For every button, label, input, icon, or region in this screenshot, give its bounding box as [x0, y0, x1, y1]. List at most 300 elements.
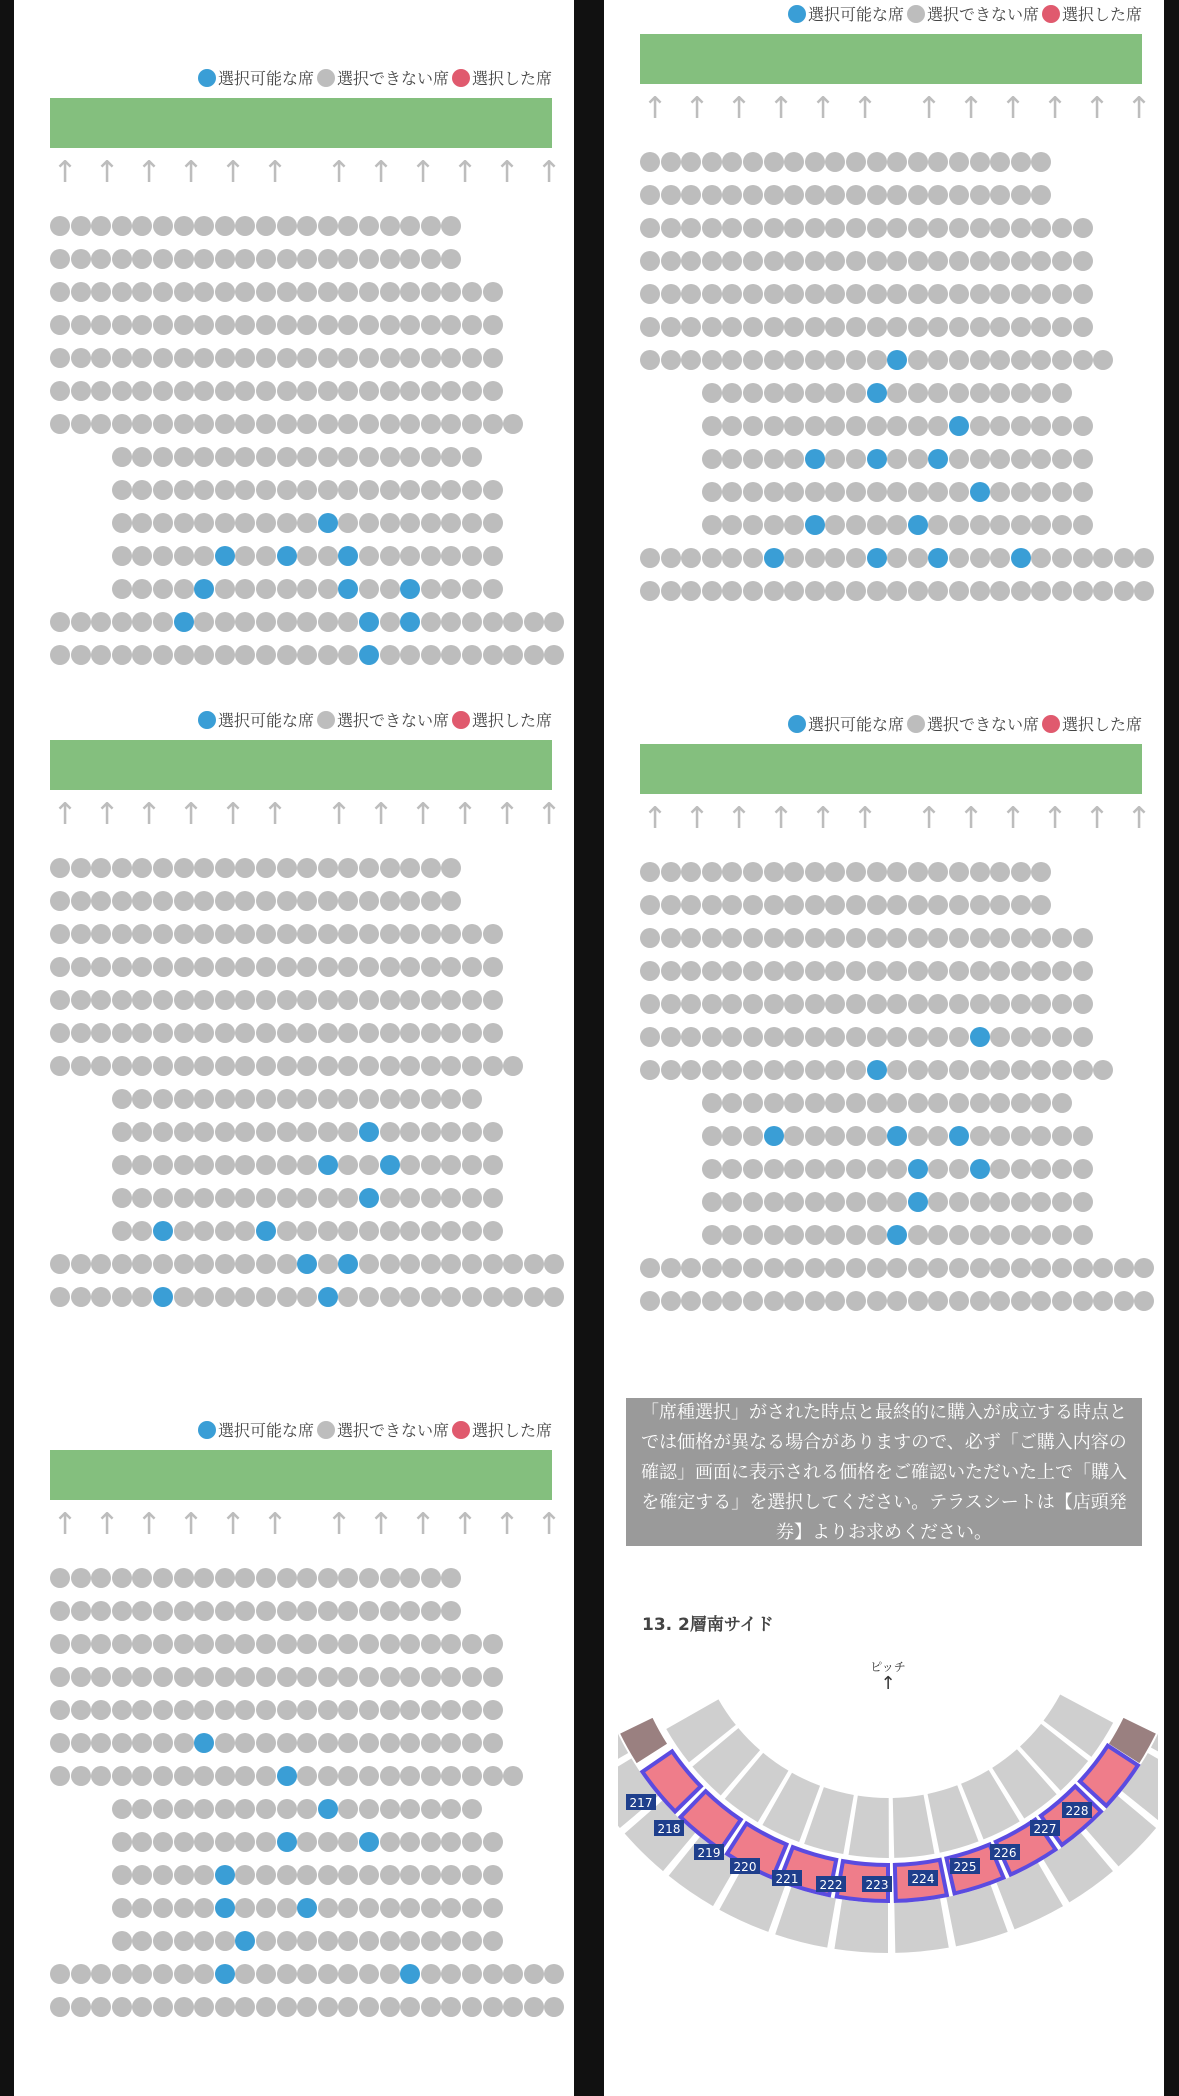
unavailable-seat — [174, 1155, 194, 1175]
available-seat[interactable] — [277, 546, 297, 566]
available-seat[interactable] — [908, 1192, 928, 1212]
unavailable-seat — [764, 1225, 784, 1245]
available-seat[interactable] — [400, 612, 420, 632]
unavailable-seat — [441, 546, 461, 566]
available-seat[interactable] — [887, 1225, 907, 1245]
available-seat[interactable] — [215, 546, 235, 566]
available-seat[interactable] — [867, 1060, 887, 1080]
available-seat[interactable] — [970, 1027, 990, 1047]
legend-item-selected — [452, 66, 552, 89]
unavailable-seat — [359, 1056, 379, 1076]
unavailable-seat — [215, 612, 235, 632]
unavailable-seat — [174, 414, 194, 434]
available-seat[interactable] — [338, 546, 358, 566]
unavailable-seat — [846, 961, 866, 981]
unavailable-seat — [887, 548, 907, 568]
unavailable-seat — [421, 957, 441, 977]
up-arrow-icon: ↑ — [684, 91, 710, 126]
available-seat[interactable] — [928, 548, 948, 568]
available-seat[interactable] — [867, 548, 887, 568]
available-seat[interactable] — [359, 1188, 379, 1208]
unavailable-seat — [743, 218, 763, 238]
unavailable-seat — [661, 1291, 681, 1311]
up-arrow-icon: ↑ — [368, 155, 394, 190]
unavailable-seat — [153, 1089, 173, 1109]
unavailable-seat — [483, 1287, 503, 1307]
unavailable-seat — [928, 317, 948, 337]
unavailable-seat — [867, 961, 887, 981]
available-seat[interactable] — [970, 482, 990, 502]
available-seat[interactable] — [908, 515, 928, 535]
unavailable-seat — [132, 216, 152, 236]
unavailable-seat — [50, 858, 70, 878]
available-seat[interactable] — [277, 1832, 297, 1852]
unavailable-seat — [928, 581, 948, 601]
unavailable-seat — [380, 546, 400, 566]
unavailable-seat — [256, 348, 276, 368]
unavailable-seat — [235, 579, 255, 599]
available-seat[interactable] — [805, 449, 825, 469]
unavailable-seat — [215, 891, 235, 911]
up-arrow-icon: ↑ — [220, 1507, 246, 1542]
unavailable-seat — [235, 1122, 255, 1142]
unavailable-seat — [970, 862, 990, 882]
unavailable-seat — [846, 152, 866, 172]
unavailable-seat — [297, 216, 317, 236]
unavailable-seat — [174, 1766, 194, 1786]
unavailable-seat — [722, 928, 742, 948]
unavailable-seat — [256, 1931, 276, 1951]
available-seat[interactable] — [318, 1155, 338, 1175]
unavailable-seat — [380, 1023, 400, 1043]
unavailable-seat — [928, 1027, 948, 1047]
unavailable-seat — [153, 1056, 173, 1076]
legend-item-available — [198, 66, 314, 89]
unavailable-seat — [908, 1225, 928, 1245]
unavailable-seat — [297, 1221, 317, 1241]
unavailable-seat — [867, 1291, 887, 1311]
block-label-217: 217 — [629, 1796, 653, 1810]
unavailable-seat — [441, 216, 461, 236]
unavailable-seat — [908, 1126, 928, 1146]
unavailable-seat — [153, 1188, 173, 1208]
legend-label-unavailable: 選択できない席 — [926, 5, 1039, 24]
available-seat[interactable] — [338, 1254, 358, 1274]
unavailable-seat — [702, 383, 722, 403]
unavailable-seat — [990, 1291, 1010, 1311]
unavailable-seat — [194, 1221, 214, 1241]
unavailable-seat — [661, 1060, 681, 1080]
unavailable-seat — [318, 1733, 338, 1753]
legend-label-unavailable: 選択できない席 — [336, 711, 449, 730]
unavailable-seat — [338, 315, 358, 335]
unavailable-seat — [743, 961, 763, 981]
available-seat[interactable] — [174, 612, 194, 632]
unavailable-seat — [462, 1964, 482, 1984]
available-seat[interactable] — [153, 1221, 173, 1241]
unavailable-seat — [400, 1700, 420, 1720]
unavailable-seat — [380, 249, 400, 269]
unavailable-seat — [235, 612, 255, 632]
unavailable-seat — [380, 1799, 400, 1819]
unavailable-seat — [71, 1634, 91, 1654]
legend-item-selected — [1042, 2, 1142, 25]
unavailable-seat — [1052, 1060, 1072, 1080]
unavailable-seat — [71, 1733, 91, 1753]
unavailable-seat — [50, 216, 70, 236]
unavailable-seat — [1031, 961, 1051, 981]
unavailable-seat — [112, 1700, 132, 1720]
unavailable-seat — [338, 447, 358, 467]
unavailable-seat — [441, 858, 461, 878]
unavailable-seat — [928, 862, 948, 882]
unavailable-seat — [91, 414, 111, 434]
unavailable-seat — [990, 284, 1010, 304]
unavailable-seat — [421, 513, 441, 533]
unavailable-seat — [277, 1122, 297, 1142]
legend-label-selected: 選択した席 — [471, 1421, 552, 1440]
unavailable-seat — [640, 1027, 660, 1047]
unavailable-seat — [1073, 515, 1093, 535]
unavailable-seat — [297, 1089, 317, 1109]
available-seat[interactable] — [277, 1766, 297, 1786]
unavailable-seat — [503, 1997, 523, 2017]
unavailable-seat — [359, 1221, 379, 1241]
unavailable-seat — [441, 1089, 461, 1109]
legend-label-available: 選択可能な席 — [807, 5, 904, 24]
unavailable-seat — [132, 1122, 152, 1142]
unavailable-seat — [421, 1766, 441, 1786]
unavailable-seat — [277, 282, 297, 302]
unavailable-seat — [1093, 581, 1113, 601]
unavailable-seat — [235, 1766, 255, 1786]
unavailable-seat — [50, 282, 70, 302]
legend-label-unavailable: 選択できない席 — [336, 1421, 449, 1440]
unavailable-seat — [71, 1766, 91, 1786]
unavailable-seat — [50, 249, 70, 269]
unavailable-seat — [1011, 581, 1031, 601]
available-seat[interactable] — [318, 513, 338, 533]
unavailable-seat — [1134, 1291, 1154, 1311]
unavailable-seat — [462, 1865, 482, 1885]
unavailable-seat — [1031, 1192, 1051, 1212]
available-seat[interactable] — [297, 1898, 317, 1918]
unavailable-seat — [743, 1126, 763, 1146]
unavailable-seat — [462, 1700, 482, 1720]
unavailable-seat — [483, 1188, 503, 1208]
unavailable-seat — [908, 185, 928, 205]
unavailable-seat — [153, 1254, 173, 1274]
unavailable-seat — [441, 1221, 461, 1241]
unavailable-seat — [215, 1634, 235, 1654]
unavailable-seat — [338, 645, 358, 665]
unavailable-seat — [297, 1799, 317, 1819]
unavailable-seat — [743, 548, 763, 568]
unavailable-seat — [359, 1568, 379, 1588]
available-seat[interactable] — [908, 1159, 928, 1179]
available-seat[interactable] — [949, 416, 969, 436]
unavailable-seat — [215, 513, 235, 533]
available-seat[interactable] — [297, 1254, 317, 1274]
unavailable-seat — [338, 249, 358, 269]
unavailable-seat — [764, 581, 784, 601]
unavailable-seat — [928, 1060, 948, 1080]
unavailable-seat — [1011, 1126, 1031, 1146]
available-seat[interactable] — [318, 1287, 338, 1307]
unavailable-seat — [441, 957, 461, 977]
unavailable-seat — [908, 548, 928, 568]
unavailable-seat — [380, 579, 400, 599]
available-seat[interactable] — [359, 1122, 379, 1142]
unavailable-seat — [462, 513, 482, 533]
unavailable-seat — [71, 414, 91, 434]
available-seat[interactable] — [235, 1931, 255, 1951]
unavailable-seat — [235, 513, 255, 533]
unavailable-seat — [483, 612, 503, 632]
unavailable-seat — [702, 1060, 722, 1080]
unavailable-seat — [215, 480, 235, 500]
unavailable-seat — [297, 1023, 317, 1043]
unavailable-seat — [297, 1931, 317, 1951]
unavailable-seat — [112, 1023, 132, 1043]
unavailable-seat — [1052, 1159, 1072, 1179]
unavailable-seat — [1073, 1291, 1093, 1311]
available-seat[interactable] — [359, 612, 379, 632]
unavailable-seat — [1073, 218, 1093, 238]
unavailable-seat — [949, 961, 969, 981]
unavailable-seat — [277, 1700, 297, 1720]
unavailable-seat — [990, 383, 1010, 403]
unavailable-seat — [91, 1733, 111, 1753]
unavailable-seat — [908, 1027, 928, 1047]
unavailable-seat — [1073, 548, 1093, 568]
unavailable-seat — [970, 1291, 990, 1311]
lower-tier-block — [894, 1898, 948, 1952]
notice-line: を確定する」を選択してください。テラスシートは【店頭発 — [641, 1492, 1127, 1513]
unavailable-seat — [153, 1931, 173, 1951]
unavailable-seat — [441, 480, 461, 500]
available-seat[interactable] — [400, 1964, 420, 1984]
unavailable-seat — [112, 1089, 132, 1109]
unavailable-seat — [1011, 218, 1031, 238]
available-seat[interactable] — [215, 1898, 235, 1918]
unavailable-seat — [318, 1931, 338, 1951]
unavailable-seat — [153, 546, 173, 566]
unavailable-seat — [112, 612, 132, 632]
available-seat[interactable] — [215, 1964, 235, 1984]
unavailable-seat — [112, 1799, 132, 1819]
unavailable-seat — [380, 990, 400, 1010]
available-seat[interactable] — [194, 1733, 214, 1753]
unavailable-seat — [743, 581, 763, 601]
up-arrow-icon: ↑ — [368, 1507, 394, 1542]
unavailable-seat — [256, 858, 276, 878]
unavailable-seat — [483, 1056, 503, 1076]
unavailable-seat — [722, 581, 742, 601]
unavailable-seat — [400, 924, 420, 944]
available-seat[interactable] — [256, 1221, 276, 1241]
available-seat[interactable] — [318, 1799, 338, 1819]
unavailable-seat — [297, 480, 317, 500]
available-seat[interactable] — [970, 1159, 990, 1179]
available-seat[interactable] — [764, 548, 784, 568]
up-arrow-icon: ↑ — [220, 155, 246, 190]
available-seat[interactable] — [153, 1287, 173, 1307]
unavailable-seat — [483, 957, 503, 977]
available-seat[interactable] — [1011, 548, 1031, 568]
unavailable-seat — [132, 1733, 152, 1753]
available-seat[interactable] — [764, 1126, 784, 1146]
unavailable-seat — [50, 1601, 70, 1621]
unavailable-seat — [908, 1291, 928, 1311]
unavailable-seat — [1011, 895, 1031, 915]
up-arrow-icon: ↑ — [52, 1507, 78, 1542]
unavailable-seat — [421, 546, 441, 566]
available-seat[interactable] — [380, 1155, 400, 1175]
unavailable-seat — [462, 1997, 482, 2017]
unavailable-seat — [174, 924, 194, 944]
unavailable-seat — [400, 282, 420, 302]
unavailable-seat — [524, 1964, 544, 1984]
unavailable-seat — [1011, 383, 1031, 403]
legend-label-available: 選択可能な席 — [217, 711, 314, 730]
unavailable-seat — [359, 1931, 379, 1951]
unavailable-seat — [318, 1023, 338, 1043]
unavailable-seat — [277, 1254, 297, 1274]
unavailable-seat — [990, 895, 1010, 915]
unavailable-seat — [194, 1997, 214, 2017]
legend-item-available — [788, 712, 904, 735]
unavailable-seat — [153, 315, 173, 335]
available-seat[interactable] — [359, 645, 379, 665]
unavailable-seat — [1031, 1027, 1051, 1047]
available-seat[interactable] — [338, 579, 358, 599]
legend-item-unavailable — [907, 712, 1039, 735]
unavailable-seat — [462, 414, 482, 434]
unavailable-seat — [338, 1089, 358, 1109]
unavailable-seat — [1073, 416, 1093, 436]
unavailable-seat — [338, 891, 358, 911]
unavailable-seat — [1031, 1060, 1051, 1080]
available-seat[interactable] — [887, 1126, 907, 1146]
unavailable-seat — [949, 185, 969, 205]
unavailable-seat — [867, 317, 887, 337]
unavailable-seat — [825, 152, 845, 172]
unavailable-seat — [235, 1089, 255, 1109]
unavailable-seat — [441, 1056, 461, 1076]
unavailable-seat — [91, 381, 111, 401]
unavailable-seat — [867, 1027, 887, 1047]
unavailable-seat — [380, 1766, 400, 1786]
unavailable-seat — [503, 612, 523, 632]
unavailable-seat — [318, 348, 338, 368]
unavailable-seat — [215, 216, 235, 236]
unavailable-seat — [235, 381, 255, 401]
unavailable-seat — [702, 862, 722, 882]
unavailable-seat — [380, 1056, 400, 1076]
unavailable-seat — [462, 1023, 482, 1043]
unavailable-seat — [805, 482, 825, 502]
unavailable-seat — [908, 482, 928, 502]
unavailable-seat — [908, 1258, 928, 1278]
unavailable-seat — [949, 1093, 969, 1113]
unavailable-seat — [970, 1258, 990, 1278]
unavailable-seat — [174, 579, 194, 599]
unavailable-seat — [928, 1126, 948, 1146]
unavailable-seat — [825, 1126, 845, 1146]
unavailable-seat — [462, 1254, 482, 1274]
unavailable-seat — [277, 216, 297, 236]
available-seat[interactable] — [867, 449, 887, 469]
available-seat[interactable] — [805, 515, 825, 535]
up-arrow-icon: ↑ — [452, 155, 478, 190]
unavailable-seat — [805, 895, 825, 915]
available-seat[interactable] — [215, 1865, 235, 1885]
unavailable-seat — [338, 1568, 358, 1588]
unavailable-seat — [132, 1931, 152, 1951]
unavailable-seat — [297, 858, 317, 878]
unavailable-seat — [990, 1060, 1010, 1080]
unavailable-seat — [640, 1291, 660, 1311]
unavailable-seat — [441, 249, 461, 269]
unavailable-seat — [846, 284, 866, 304]
unavailable-seat — [805, 1093, 825, 1113]
unavailable-seat — [50, 1700, 70, 1720]
unavailable-seat — [887, 284, 907, 304]
unavailable-seat — [1093, 548, 1113, 568]
unavailable-seat — [825, 548, 845, 568]
unavailable-seat — [764, 1027, 784, 1047]
stage-area — [50, 98, 552, 148]
unavailable-seat — [462, 924, 482, 944]
unavailable-seat — [71, 924, 91, 944]
unavailable-seat — [71, 1023, 91, 1043]
seat-legend — [195, 708, 552, 731]
unavailable-seat — [702, 581, 722, 601]
available-seat[interactable] — [194, 579, 214, 599]
unavailable-seat — [256, 990, 276, 1010]
unavailable-seat — [174, 1832, 194, 1852]
unavailable-seat — [805, 1225, 825, 1245]
unavailable-seat — [702, 350, 722, 370]
unavailable-seat — [297, 1964, 317, 1984]
available-seat[interactable] — [928, 449, 948, 469]
unavailable-seat — [380, 1601, 400, 1621]
available-seat[interactable] — [867, 383, 887, 403]
available-seat[interactable] — [887, 350, 907, 370]
available-seat[interactable] — [400, 579, 420, 599]
unavailable-seat — [764, 1291, 784, 1311]
unavailable-seat — [132, 645, 152, 665]
unavailable-seat — [483, 1931, 503, 1951]
available-seat[interactable] — [949, 1126, 969, 1146]
unavailable-seat — [640, 251, 660, 271]
unavailable-seat — [194, 1667, 214, 1687]
unavailable-seat — [256, 414, 276, 434]
unavailable-seat — [640, 548, 660, 568]
available-seat[interactable] — [359, 1832, 379, 1852]
unavailable-seat — [743, 350, 763, 370]
unavailable-seat — [194, 414, 214, 434]
unavailable-seat — [421, 282, 441, 302]
unavailable-seat — [256, 447, 276, 467]
unavailable-seat — [1031, 482, 1051, 502]
unavailable-seat — [71, 891, 91, 911]
unavailable-seat — [71, 1287, 91, 1307]
unavailable-seat — [297, 1287, 317, 1307]
unavailable-seat — [825, 581, 845, 601]
unavailable-seat — [421, 447, 441, 467]
